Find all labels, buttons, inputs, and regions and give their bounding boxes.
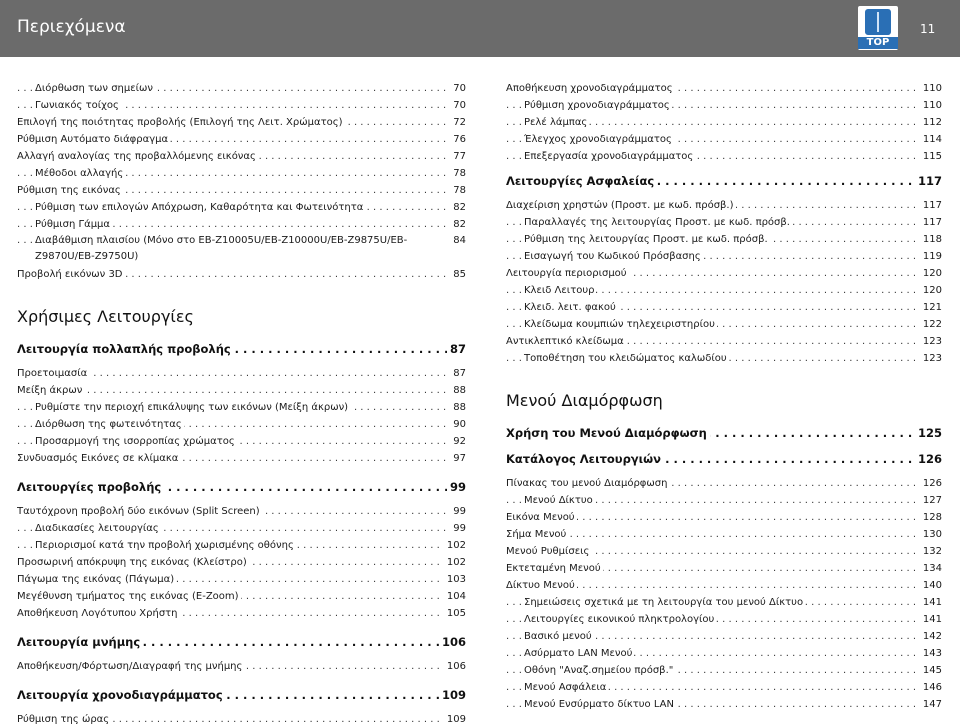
- page-number: 11: [920, 22, 936, 36]
- toc-entry-page: 134: [920, 560, 942, 577]
- toc-entry-page: 122: [920, 316, 942, 333]
- toc-entry[interactable]: [506, 645, 942, 662]
- toc-entry[interactable]: [506, 214, 942, 231]
- toc-entry-label: Ρύθμιση της λειτουργίας Προστ. με κωδ. πρόσβ.: [524, 234, 768, 245]
- toc-entry-label: Μενού Δίκτυο: [524, 495, 593, 506]
- toc-entry-page: 78: [450, 165, 466, 182]
- toc-entry-label: Προετοιμασία: [17, 368, 88, 379]
- toc-entry[interactable]: [506, 560, 942, 577]
- toc-entry-page: 105: [444, 605, 466, 622]
- toc-entry[interactable]: [17, 182, 466, 199]
- toc-entry[interactable]: [506, 628, 942, 645]
- toc-entry-label: Αποθήκευση χρονοδιαγράμματος: [506, 83, 673, 94]
- toc-entry-page: 84: [450, 233, 466, 249]
- toc-entry-page: 76: [450, 131, 466, 148]
- toc-entry[interactable]: [17, 80, 466, 97]
- toc-entry-label: Μεγέθυνση τμήματος της εικόνας (E-Zoom): [17, 591, 239, 602]
- toc-heading-label: Λειτουργίες Ασφαλείας: [506, 174, 657, 188]
- toc-entry-label: Σήμα Μενού: [506, 529, 567, 540]
- toc-entry-label: Πίνακας του μενού Διαμόρφωση: [506, 478, 668, 489]
- toc-entry[interactable]: [506, 248, 942, 265]
- toc-entry-page: 88: [450, 399, 466, 416]
- toc-entry[interactable]: [506, 148, 942, 165]
- page-title: Περιεχόμενα: [17, 17, 126, 37]
- toc-entry-page: 132: [920, 543, 942, 560]
- toc-heading-page: 109: [439, 685, 466, 705]
- toc-entry[interactable]: [506, 526, 942, 543]
- section-title: Μενού Διαμόρφωση: [506, 391, 663, 410]
- toc-entry[interactable]: [17, 148, 466, 165]
- toc-entry-label: Διαδικασίες λειτουργίας: [35, 523, 159, 534]
- toc-entry-label: Ρύθμιση χρονοδιαγράμματος: [524, 100, 670, 111]
- toc-entry[interactable]: [17, 433, 466, 450]
- toc-entry-page: 85: [450, 266, 466, 283]
- toc-entry-page: 121: [920, 299, 942, 316]
- toc-entry-label: Τοποθέτηση του κλειδώματος καλωδίου: [524, 353, 727, 364]
- toc-entry-page: 78: [450, 182, 466, 199]
- toc-entry-label: Διόρθωση της φωτεινότητας: [35, 419, 182, 430]
- toc-entry-page: 99: [450, 520, 466, 537]
- toc-entry[interactable]: [506, 350, 942, 367]
- toc-entry-page: 88: [450, 382, 466, 399]
- toc-entry-label: Επιλογή της ποιότητας προβολής (Επιλογή της Λειτ. Χρώματος): [17, 117, 343, 128]
- toc-entry-label: Προσωρινή απόκρυψη της εικόνας (Κλείστρο): [17, 557, 247, 568]
- toc-heading[interactable]: [17, 339, 466, 359]
- toc-entry-page: 87: [450, 365, 466, 382]
- toc-entry[interactable]: [506, 197, 942, 214]
- toc-entry[interactable]: [506, 333, 942, 350]
- toc-entry-label: Λειτουργίες εικονικού πληκτρολογίου: [524, 614, 715, 625]
- toc-heading[interactable]: [17, 632, 466, 652]
- toc-entry-page: 117: [920, 214, 942, 231]
- toc-entry-page: 145: [920, 662, 942, 679]
- toc-entry[interactable]: [506, 509, 942, 526]
- toc-entry-page: 140: [920, 577, 942, 594]
- top-button-label: TOP: [858, 37, 898, 49]
- toc-entry-label: Ταυτόχρονη προβολή δύο εικόνων (Split Screen): [17, 506, 260, 517]
- toc-entry[interactable]: [17, 199, 466, 216]
- toc-entry-label: Κλειδ. λειτ. φακού: [524, 302, 616, 313]
- toc-entry[interactable]: [17, 266, 466, 283]
- toc-entry[interactable]: [506, 316, 942, 333]
- section-title: Χρήσιμες Λειτουργίες: [17, 307, 194, 326]
- toc-entry[interactable]: [17, 711, 466, 728]
- toc-entry-label: Βασικό μενού: [524, 631, 592, 642]
- toc-entry-label: Πάγωμα της εικόνας (Πάγωμα): [17, 574, 175, 585]
- toc-entry-label: Λειτουργία περιορισμού: [506, 268, 627, 279]
- toc-entry[interactable]: [17, 216, 466, 233]
- toc-entry-label: Ρύθμιση Γάμμα: [35, 219, 111, 230]
- toc-entry[interactable]: [17, 131, 466, 148]
- toc-heading-label: Κατάλογος Λειτουργιών: [506, 452, 664, 466]
- toc-entry[interactable]: [17, 520, 466, 537]
- toc-entry[interactable]: [506, 131, 942, 148]
- toc-entry[interactable]: [506, 594, 942, 611]
- toc-entry[interactable]: [17, 605, 466, 622]
- toc-heading-page: 125: [915, 423, 942, 443]
- toc-entry-label: Διαχείριση χρηστών (Προστ. με κωδ. πρόσβ.): [506, 200, 734, 211]
- toc-entry-page: 119: [920, 248, 942, 265]
- toc-entry-page: 117: [920, 197, 942, 214]
- toc-heading-page: 126: [915, 449, 942, 469]
- toc-entry-page: 130: [920, 526, 942, 543]
- toc-entry[interactable]: [506, 299, 942, 316]
- toc-entry[interactable]: [17, 165, 466, 182]
- toc-heading-label: Λειτουργία μνήμης: [17, 635, 143, 649]
- toc-entry-label: . . . Διαβάθμιση πλαισίου (Μόνο στο EB-Z10005U/EB-Z10000U/EB-Z9875U/EB-Z9870U/EB-Z9750U): [35, 233, 466, 265]
- toc-entry-page: 82: [450, 216, 466, 233]
- toc-entry[interactable]: [17, 382, 466, 399]
- toc-entry-label: Ρύθμιση της ώρας: [17, 714, 110, 725]
- toc-heading-page: 99: [447, 477, 466, 497]
- toc-entry[interactable]: [506, 679, 942, 696]
- toc-entry-label: Επεξεργασία χρονοδιαγράμματος: [524, 151, 694, 162]
- toc-entry-page: 109: [444, 711, 466, 728]
- toc-entry-label: Γωνιακός τοίχος: [35, 100, 119, 111]
- toc-entry-label: Ρύθμιση Αυτόματο διάφραγμα: [17, 134, 169, 145]
- toc-entry-label: Συνδυασμός Εικόνες σε κλίμακα: [17, 453, 179, 464]
- toc-entry-label: Μενού Ρυθμίσεις: [506, 546, 590, 557]
- toc-entry-page: 142: [920, 628, 942, 645]
- toc-entry-label: Παραλλαγές της λειτουργίας Προστ. με κωδ. πρόσβ.: [524, 217, 790, 228]
- toc-entry-page: 141: [920, 611, 942, 628]
- toc-entry-label: Μείξη άκρων: [17, 385, 83, 396]
- toc-entry[interactable]: [17, 554, 466, 571]
- toc-entry-page: 126: [920, 475, 942, 492]
- toc-entry-page: 103: [444, 571, 466, 588]
- toc-entry[interactable]: [506, 97, 942, 114]
- book-icon: [865, 9, 891, 35]
- toc-entry-page: 90: [450, 416, 466, 433]
- toc-entry[interactable]: [506, 543, 942, 560]
- toc-entry[interactable]: [506, 231, 942, 248]
- top-button[interactable]: [858, 6, 898, 50]
- toc-entry-page: 77: [450, 148, 466, 165]
- toc-entry-page: 106: [444, 658, 466, 675]
- page-header: [0, 0, 960, 57]
- toc-entry-label: Μενού Ενσύρματο δίκτυο LAN: [524, 699, 674, 710]
- toc-entry-page: 120: [920, 282, 942, 299]
- toc-left-column: [17, 80, 466, 728]
- toc-entry-page: 102: [444, 537, 466, 554]
- toc-entry[interactable]: [506, 265, 942, 282]
- toc-entry[interactable]: [17, 571, 466, 588]
- toc-entry-label: Περιορισμοί κατά την προβολή χωρισμένης οθόνης: [35, 540, 294, 551]
- toc-entry-label: Ρύθμιση της εικόνας: [17, 185, 121, 196]
- toc-entry-page: 92: [450, 433, 466, 450]
- toc-heading-label: Χρήση του Μενού Διαμόρφωση: [506, 426, 710, 440]
- toc-entry-label: Αντικλεπτικό κλείδωμα: [506, 336, 624, 347]
- toc-entry-label: Έλεγχος χρονοδιαγράμματος: [524, 134, 672, 145]
- toc-heading-page: 106: [439, 632, 466, 652]
- toc-entry-page: 114: [920, 131, 942, 148]
- toc-entry-label: Ρελέ λάμπας: [524, 117, 588, 128]
- toc-entry-page: 104: [444, 588, 466, 605]
- toc-entry[interactable]: [17, 233, 466, 266]
- toc-entry[interactable]: [17, 114, 466, 131]
- toc-entry[interactable]: [17, 399, 466, 416]
- toc-heading-label: Λειτουργία πολλαπλής προβολής: [17, 342, 234, 356]
- toc-entry-page: 123: [920, 350, 942, 367]
- toc-entry-label: Αλλαγή αναλογίας της προβαλλόμενης εικόνας: [17, 151, 256, 162]
- toc-entry-page: 146: [920, 679, 942, 696]
- toc-entry-page: 115: [920, 148, 942, 165]
- toc-heading[interactable]: [17, 477, 466, 497]
- toc-entry[interactable]: [506, 114, 942, 131]
- toc-entry-page: 70: [450, 80, 466, 97]
- toc-entry-page: 141: [920, 594, 942, 611]
- toc-entry-page: 82: [450, 199, 466, 216]
- toc-entry-page: 97: [450, 450, 466, 467]
- toc-entry-label: Μενού Ασφάλεια: [524, 682, 607, 693]
- toc-entry-label: Κλείδωμα κουμπιών τηλεχειριστηρίου: [524, 319, 715, 330]
- toc-entry-label: Δίκτυο Μενού: [506, 580, 575, 591]
- toc-entry-page: 70: [450, 97, 466, 114]
- toc-entry[interactable]: [17, 450, 466, 467]
- toc-entry-label: Διόρθωση των σημείων: [35, 83, 153, 94]
- toc-heading-label: Λειτουργία χρονοδιαγράμματος: [17, 688, 226, 702]
- toc-right-column: [506, 80, 942, 713]
- toc-heading[interactable]: [506, 423, 942, 443]
- toc-entry-label: Ασύρματο LAN Μενού: [524, 648, 633, 659]
- toc-entry[interactable]: [506, 577, 942, 594]
- toc-entry-page: 120: [920, 265, 942, 282]
- toc-entry[interactable]: [17, 97, 466, 114]
- toc-entry-label: Αποθήκευση/Φόρτωση/Διαγραφή της μνήμης: [17, 661, 243, 672]
- toc-entry[interactable]: [506, 611, 942, 628]
- toc-entry-page: 110: [920, 97, 942, 114]
- toc-heading[interactable]: [506, 171, 942, 191]
- toc-entry[interactable]: [506, 282, 942, 299]
- toc-entry-label: Οθόνη "Αναζ.σημείου πρόσβ.": [524, 665, 674, 676]
- toc-entry-page: 72: [450, 114, 466, 131]
- toc-entry-page: 112: [920, 114, 942, 131]
- toc-entry-label: Αποθήκευση Λογότυπου Χρήστη: [17, 608, 178, 619]
- toc-heading[interactable]: [17, 685, 466, 705]
- toc-entry-label: Εκτεταμένη Μενού: [506, 563, 601, 574]
- toc-entry-page: 127: [920, 492, 942, 509]
- toc-entry[interactable]: [17, 503, 466, 520]
- toc-heading-page: 87: [447, 339, 466, 359]
- toc-entry[interactable]: [17, 588, 466, 605]
- toc-entry[interactable]: [17, 365, 466, 382]
- toc-entry-page: 118: [920, 231, 942, 248]
- toc-entry[interactable]: [506, 492, 942, 509]
- toc-entry-page: 123: [920, 333, 942, 350]
- toc-entry[interactable]: [506, 475, 942, 492]
- toc-entry[interactable]: [506, 80, 942, 97]
- toc-entry-label: Προβολή εικόνων 3D: [17, 269, 123, 280]
- toc-entry-label: Ρύθμιση των επιλογών Απόχρωση, Καθαρότητα και Φωτεινότητα: [35, 202, 364, 213]
- toc-entry[interactable]: [17, 416, 466, 433]
- toc-entry-label: Σημειώσεις σχετικά με τη λειτουργία του μενού Δίκτυο: [524, 597, 804, 608]
- toc-entry-label: Προσαρμογή της ισορροπίας χρώματος: [35, 436, 235, 447]
- toc-entry-page: 143: [920, 645, 942, 662]
- toc-entry-page: 110: [920, 80, 942, 97]
- toc-entry[interactable]: [17, 537, 466, 554]
- toc-heading-label: Λειτουργίες προβολής: [17, 480, 164, 494]
- toc-entry-label: Εικόνα Μενού: [506, 512, 575, 523]
- toc-entry-page: 99: [450, 503, 466, 520]
- toc-entry-page: 102: [444, 554, 466, 571]
- toc-entry-page: 147: [920, 696, 942, 713]
- toc-entry-label: Εισαγωγή του Κωδικού Πρόσβασης: [524, 251, 701, 262]
- toc-entry[interactable]: [506, 696, 942, 713]
- toc-entry-page: 128: [920, 509, 942, 526]
- toc-heading[interactable]: [506, 449, 942, 469]
- toc-entry[interactable]: [17, 658, 466, 675]
- toc-entry-label: Μέθοδοι αλλαγής: [35, 168, 124, 179]
- toc-entry-label: Ρυθμίστε την περιοχή επικάλυψης των εικόνων (Μείξη άκρων): [35, 402, 349, 413]
- toc-entry-label: Κλειδ Λειτουρ: [524, 285, 595, 296]
- toc-heading-page: 117: [915, 171, 942, 191]
